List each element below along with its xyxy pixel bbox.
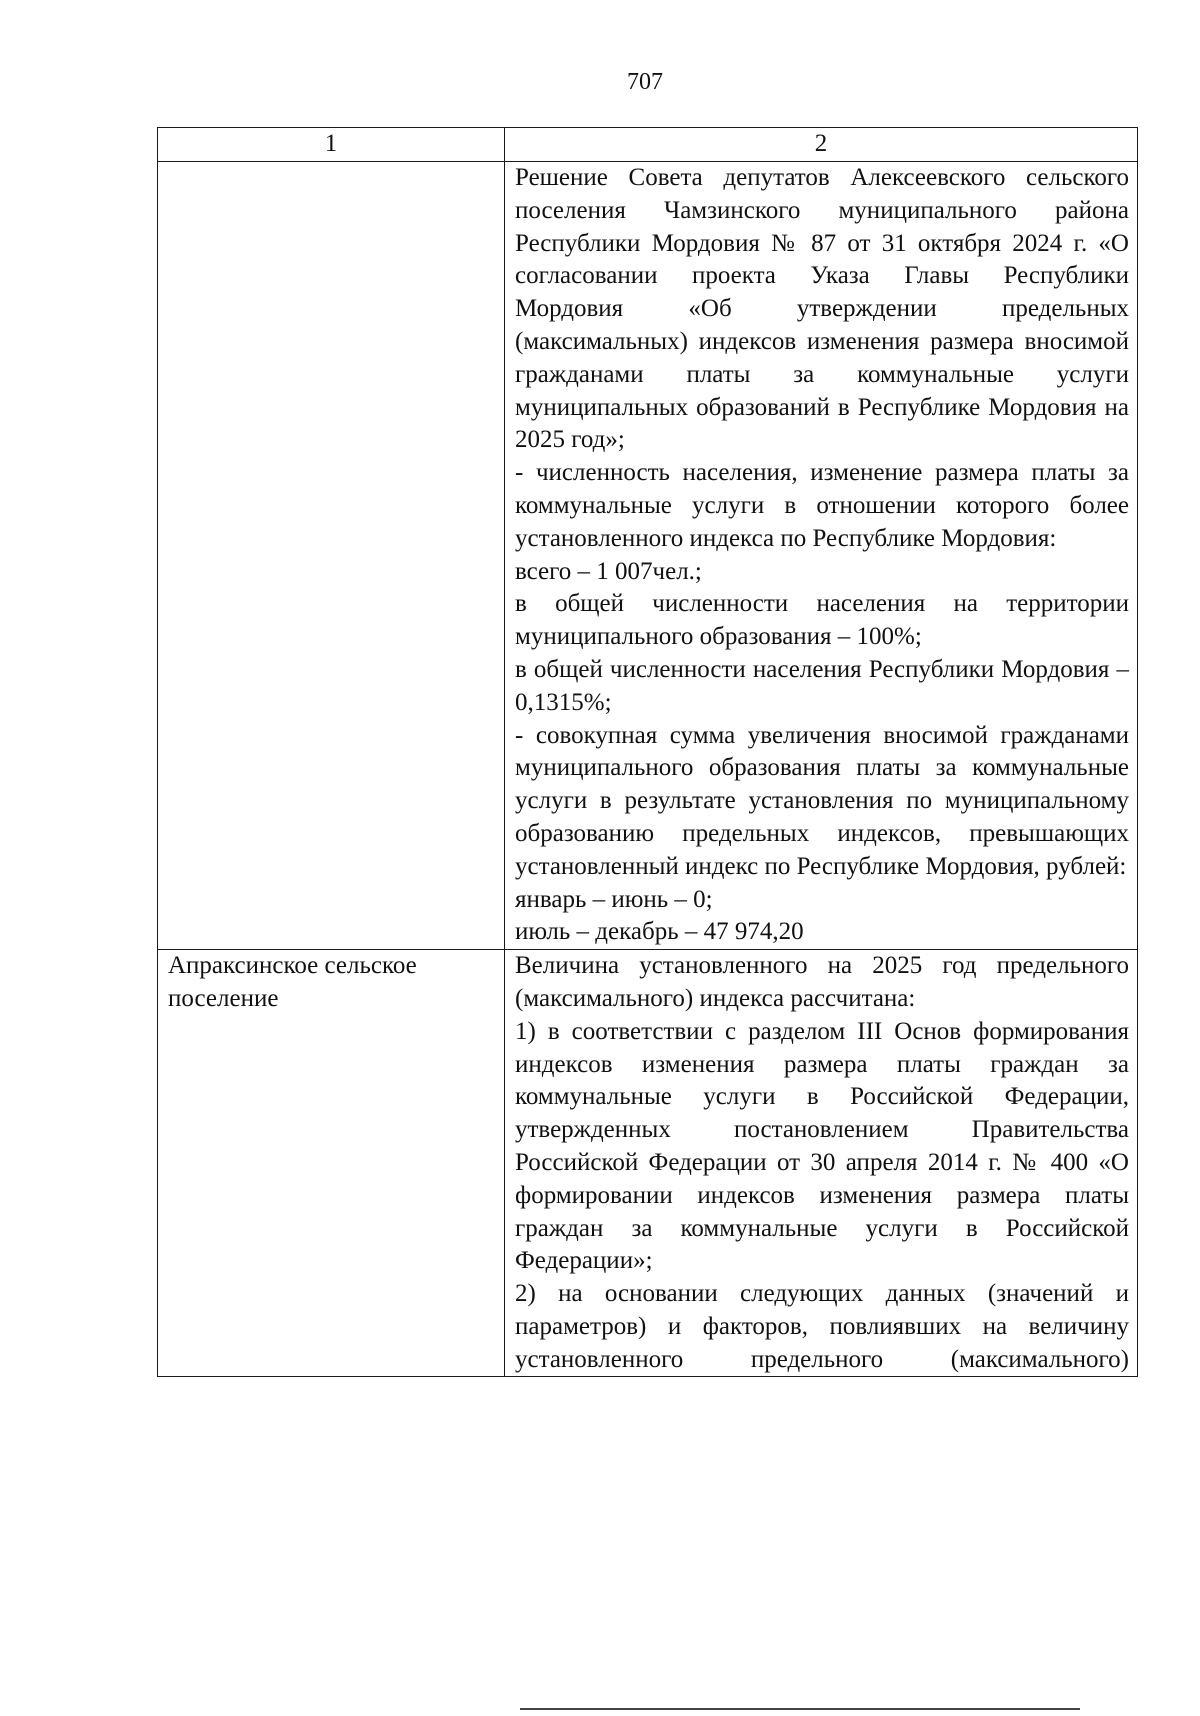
population-share-republic: в общей численности населения Республики Мордовия – 0,1315%; — [515, 655, 1129, 716]
decision-paragraph: Решение Совета депутатов Алексеевского сельского поселения Чамзинского муниципального района Республики Мордовия № 87 от 31 октября 2024 г. «О согласовании проекта Указа Главы Республики Мордовия «Об утверждении предельных (максимальных) индексов изменения размера вносимой гражданами платы за коммунальные услуги муниципальных образований в Республике Мордовия на 2025 год»; — [515, 164, 1129, 454]
increase-jul-dec: июль – декабрь – 47 974,20 — [515, 918, 804, 946]
basis-paragraph-2: 2) на основании следующих данных (значений и параметров) и факторов, повлиявших на величину установленного предельного (максимального) — [515, 1280, 1129, 1373]
basis-paragraph-1: 1) в соответствии с разделом III Основ формирования индексов изменения размера платы граждан за коммунальные услуги в Российской Федерации, утвержденных постановлением Правительства Российской Федерации от 30 апреля 2014 г. № 400 «О формировании индексов изменения размера платы граждан за коммунальные услуги в Российской Федерации»; — [515, 1017, 1129, 1275]
page-number: 707 — [627, 69, 663, 95]
description-cell — [505, 162, 1138, 950]
municipality-name: Апраксинское сельское поселение — [168, 952, 417, 1012]
table-row — [158, 162, 1138, 950]
municipality-cell — [158, 162, 505, 950]
page-bottom-rule — [520, 1708, 1080, 1710]
table-row — [158, 950, 1138, 1377]
table-header-row — [158, 128, 1138, 162]
population-paragraph: - численность населения, изменение размера платы за коммунальные услуги в отношении которого более установленного индекса по Республике Мордовия: — [515, 459, 1129, 552]
column-header-1: 1 — [158, 128, 505, 162]
column-header-2: 2 — [505, 128, 1138, 162]
description-cell — [505, 950, 1138, 1377]
total-increase-paragraph: - совокупная сумма увеличения вносимой гражданами муниципального образования платы за коммунальные услуги в результате установления по муниципальному образованию предельных индексов, превышающих установленный индекс по Республике Мордовия, рублей: — [515, 721, 1129, 880]
population-total: всего – 1 007чел.; — [515, 557, 702, 585]
index-calculation-paragraph: Величина установленного на 2025 год предельного (максимального) индекса рассчитана: — [515, 952, 1129, 1012]
increase-jan-jun: январь – июнь – 0; — [515, 885, 713, 913]
population-share-municipality: в общей численности населения на территории муниципального образования – 100%; — [515, 590, 1129, 651]
document-table — [157, 127, 1138, 1377]
municipality-cell — [158, 950, 505, 1377]
